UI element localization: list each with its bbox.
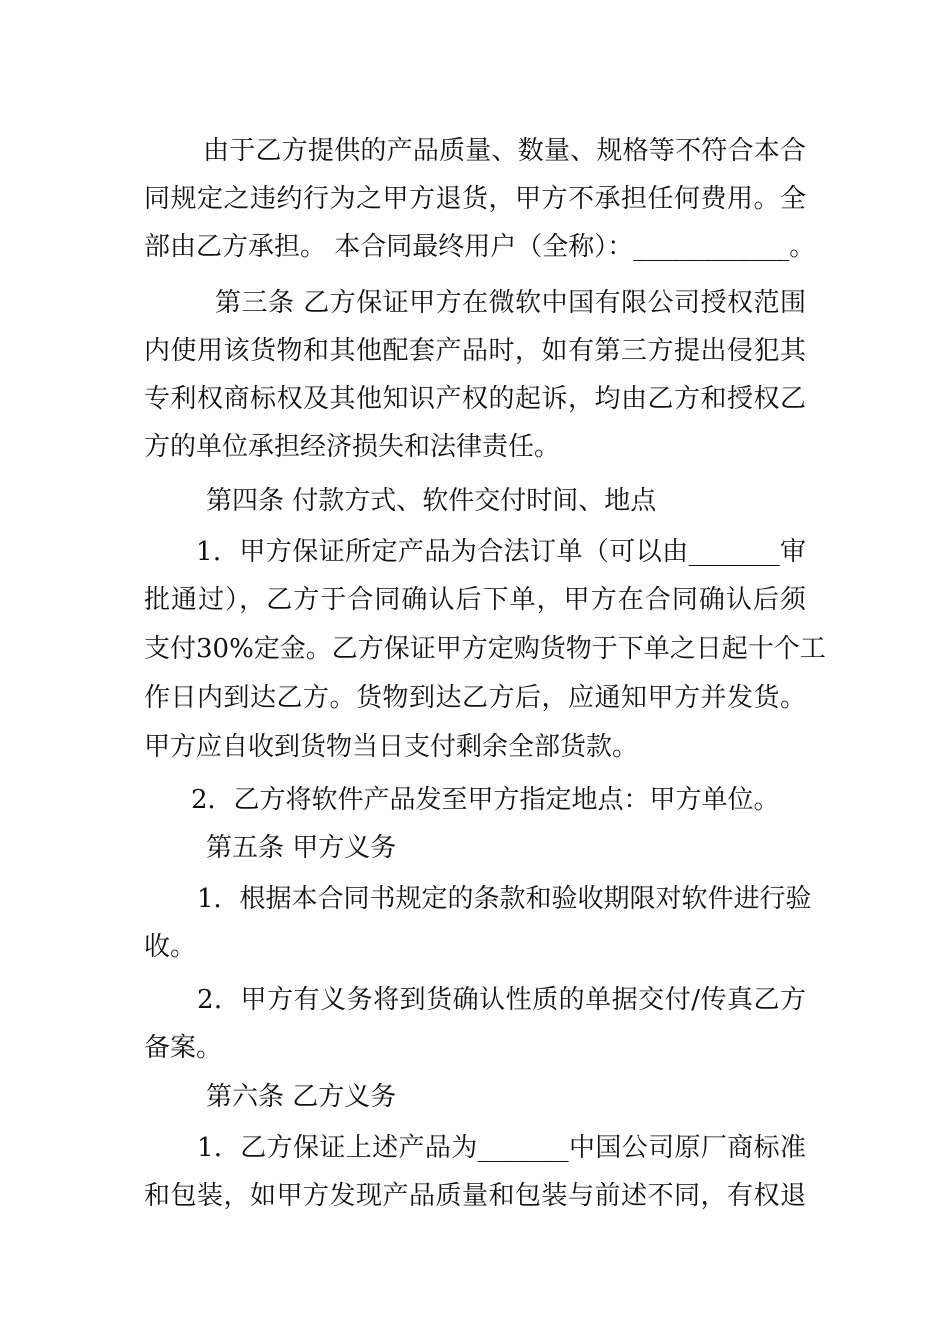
article-4-item-2: 2．乙方将软件产品发至甲方指定地点：甲方单位。 xyxy=(191,785,780,815)
article-5-item-1-line-1: 1．根据本合同书规定的条款和验收期限对软件进行验 xyxy=(197,884,812,914)
article-3-line-2: 内使用该货物和其他配套产品时，如有第三方提出侵犯其 xyxy=(144,336,806,366)
article-3-line-1: 第三条 乙方保证甲方在微软中国有限公司授权范围 xyxy=(215,288,806,318)
article-3-line-4: 方的单位承担经济损失和法律责任。 xyxy=(144,432,561,462)
article-4-item-1-line-1: 1．甲方保证所定产品为合法订单（可以由_______审 xyxy=(196,537,806,567)
paragraph-line-1: 由于乙方提供的产品质量、数量、规格等不符合本合 xyxy=(203,136,806,166)
article-6-heading: 第六条 乙方义务 xyxy=(206,1082,397,1112)
article-4-item-1-line-5: 甲方应自收到货物当日支付剩余全部货款。 xyxy=(144,732,639,762)
article-4-item-1-line-3: 支付30%定金。乙方保证甲方定购货物于下单之日起十个工 xyxy=(144,634,826,664)
article-3-line-3: 专利权商标权及其他知识产权的起诉，均由乙方和授权乙 xyxy=(144,384,806,414)
article-6-item-1-line-2: 和包装，如甲方发现产品质量和包装与前述不同，有权退 xyxy=(144,1181,806,1211)
article-4-heading: 第四条 付款方式、软件交付时间、地点 xyxy=(206,486,657,516)
article-6-item-1-line-1: 1．乙方保证上述产品为_______中国公司原厂商标准 xyxy=(197,1133,806,1163)
article-5-item-2-line-1: 2．甲方有义务将到货确认性质的单据交付/传真乙方 xyxy=(197,985,806,1015)
paragraph-line-2: 同规定之违约行为之甲方退货，甲方不承担任何费用。全 xyxy=(144,184,806,214)
paragraph-line-3: 部由乙方承担。 本合同最终用户（全称）：____________。 xyxy=(144,232,816,262)
article-4-item-1-line-2: 批通过），乙方于合同确认后下单，甲方在合同确认后须 xyxy=(144,585,806,615)
article-5-heading: 第五条 甲方义务 xyxy=(206,833,397,863)
article-5-item-1-line-2: 收。 xyxy=(144,932,197,962)
article-5-item-2-line-2: 备案。 xyxy=(144,1033,223,1063)
article-4-item-1-line-4: 作日内到达乙方。货物到达乙方后，应通知甲方并发货。 xyxy=(144,683,806,713)
